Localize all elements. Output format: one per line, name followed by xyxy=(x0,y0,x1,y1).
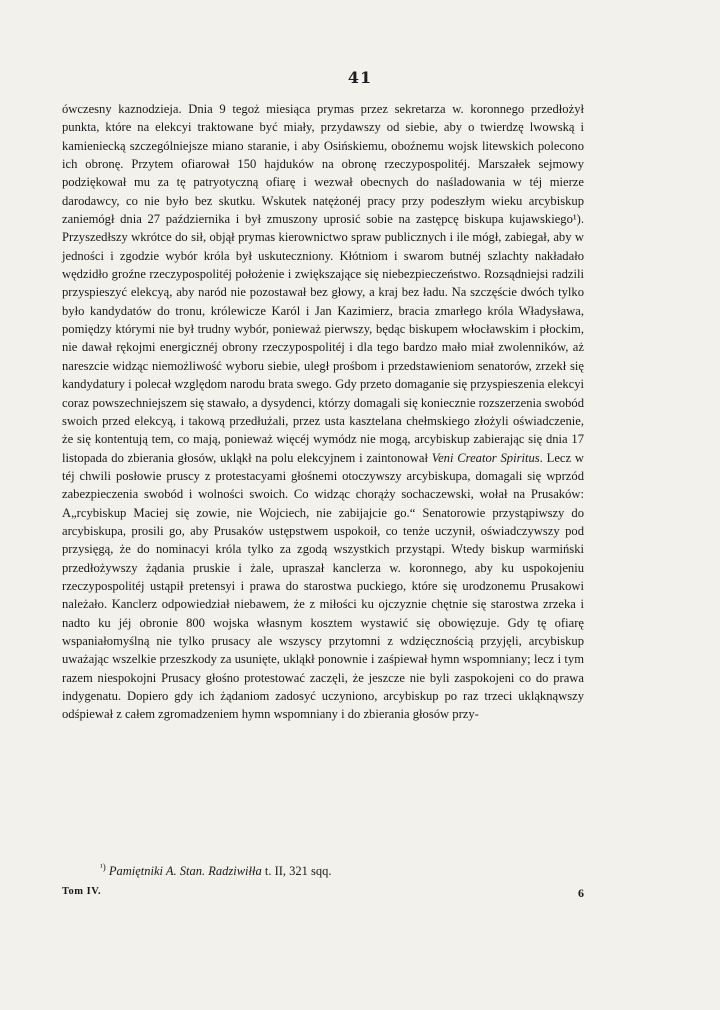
signature-mark: 6 xyxy=(578,886,584,900)
footnote-reference: t. II, 321 sqq. xyxy=(261,864,332,879)
footnote-mark: ¹) xyxy=(100,862,106,872)
hymn-title: Veni Creator Spiritus xyxy=(431,450,540,465)
volume-label: Tom IV. xyxy=(62,886,102,897)
page-number: 41 xyxy=(347,68,373,87)
paragraph xyxy=(62,100,584,724)
body-text-part-1: ówczesny kaznodzieja. Dnia 9 tegoż miesiąca prymas przez sekretarza w. koronnego przedłożył punkta, które na elekcyi traktowane być miały, przydawszy od siebie, aby o twierdzę lwowską i kamieniecką szczególniejsze miano staranie, i aby Osińskiemu, oboźnemu wojsk litewskich polecono ich obronę. Przytem ofiarował 150 hajduków na obronę rzeczypospolitéj. Marszałek sejmowy podziękował mu za tę patryotyczną ofiarę i wezwał obecnych do naśladowania w téj mierze darodawcy, co nie było bez skutku. Wskutek natężonéj pracy przy podeszłym wieku arcybiskup zaniemógł dnia 27 października i był zmuszony uprosić sobie na zastępcę biskupa kujawskiego¹). Przyszedłszy wkrótce do sił, objął prymas kierownictwo spraw publicznych i ile mógł, zabiegał, aby w jedności i zgodzie wybór króla był uskuteczniony. Kłótniom i swarom butnéj szlachty nakładało wędzidło groźne rzeczypospolitéj położenie i zwiększające się niebezpieczeństwo. Rozsądniejsi radzili przyspieszyć elekcyą, aby naród nie pozostawał bez głowy, a kraj bez ładu. Na szczęście dwóch tylko było kandydatów do tronu, królewicze Karól i Jan Kazimierz, bracia zmarłego króla Władysława, pomiędzy którymi nie był trudny wybór, ponieważ pierwszy, będąc biskupem włocławskim i płockim, nie dawał rękojmi energicznéj obrony rzeczypospolitéj i dla tego bardzo mało miał zwolenników, aż nareszcie widząc niemożliwość wyboru siebie, uległ prośbom i przedstawieniom senatorów, zrzekł się kandydatury i polecał względom narodu brata swego. Gdy przeto domaganie się przyspieszenia elekcyi coraz powszechniejszem się stawało, a dysydenci, którzy domagali się koniecznie rozszerzenia swobód swoich przed elekcyą, i takową przedłużali, przez usta kasztelana chełmskiego złożyli oświadczenie, że się kontentują tem, co mają, ponieważ więcéj wymódz nie mogą, arcybiskup zabierając się dnia 17 listopada do zbierania głosów, ukląkł na polu elekcyjnem i zaintonował xyxy=(62,102,584,465)
footnote-source-title: Pamiętniki A. Stan. Radziwiłła xyxy=(108,864,262,879)
page-footer xyxy=(62,886,584,902)
footnote xyxy=(100,862,580,879)
body-text xyxy=(62,100,584,724)
body-text-part-2: . Lecz w téj chwili posłowie pruscy z protestacyami głośnemi otoczywszy arcybiskupa, domagali się wprzód zabezpieczenia swobód i wolności swoich. Co widząc chorąży sochaczewski, wołał na Prusaków: A„rcybiskup Maciej się zowie, nie Wojciech, nie zabijajcie go.“ Senatorowie przystąpiwszy do arcybiskupa, prosili go, aby Prusaków ustępstwem uspokoił, co tenże uczynił, oświadczywszy pod przysięgą, że do nominacyi króla tylko za zgodą wszystkich przystąpi. Wtedy biskup warmiński przedłożywszy żądania pruskie i żale, upraszał kanclerza w. koronnego, aby ku uspokojeniu rzeczypospolitéj ustąpił pretensyi i prawa do starostwa puckiego, które się urodzonemu Prusakowi należało. Kanclerz odpowiedział niebawem, że z miłości ku ojczyznie chętnie się starostwa zrzeka i nadto ku jéj obronie 800 wojska własnym kosztem wystawić się obowięzuje. Gdy tę ofiarę wspaniałomyślną nie tylko prusacy ale wszyscy przytomni z wdzięcznością przyjęli, arcybiskup uważając wszelkie przeszkody za usunięte, ukląkł ponownie i zaśpiewał hymn wspomniany; lecz i tym razem niespokojni Prusacy głośno protestować zaczęli, że jeszcze nie byli zaspokojeni co do prawa indygenatu. Dopiero gdy ich żądaniom zadosyć uczyniono, arcybiskup po raz trzeci ukląknąwszy odśpiewał z całem zgromadzeniem hymn wspomniany i do zbierania głosów przy- xyxy=(62,450,584,722)
